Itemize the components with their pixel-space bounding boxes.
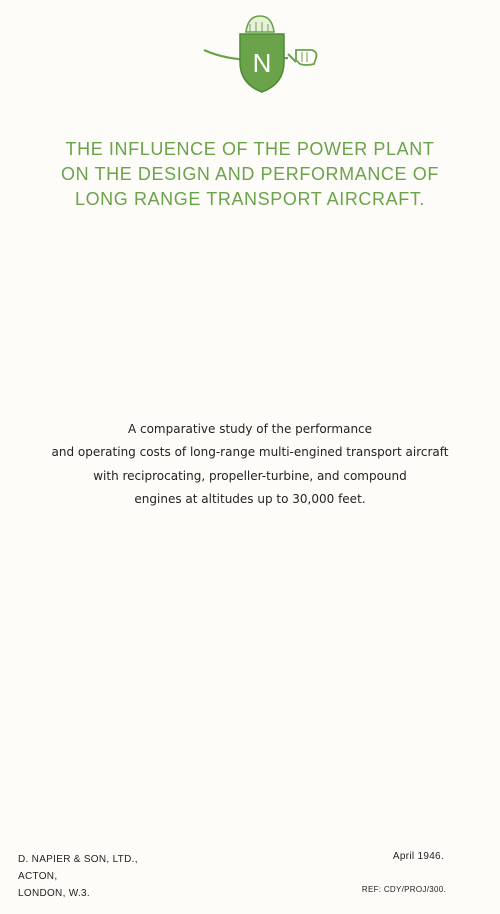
- title-line-2: ON THE DESIGN AND PERFORMANCE OF: [61, 164, 439, 185]
- publisher-line-3: LONDON, W.3.: [18, 888, 90, 899]
- title-line-1: THE INFLUENCE OF THE POWER PLANT: [65, 139, 435, 159]
- document-title: [0, 137, 500, 213]
- abstract-line-1: A comparative study of the performance: [127, 422, 373, 436]
- reference-number: REF: CDY/PROJ/300.: [361, 885, 446, 894]
- publication-date: April 1946.: [392, 851, 444, 862]
- publisher-address: [18, 851, 138, 902]
- napier-logo: [196, 10, 326, 95]
- title-line-3: LONG RANGE TRANSPORT AIRCRAFT.: [74, 189, 426, 210]
- publisher-line-1: D. NAPIER & SON, LTD.,: [18, 854, 138, 865]
- napier-shield-logo-icon: [196, 10, 326, 95]
- logo-letter: N: [252, 48, 272, 78]
- abstract-text: [0, 418, 500, 512]
- abstract-line-4: engines at altitudes up to 30,000 feet.: [134, 492, 366, 507]
- publisher-line-2: ACTON,: [18, 871, 58, 882]
- abstract-line-3: with reciprocating, propeller-turbine, and compound: [93, 468, 407, 483]
- abstract-line-2: and operating costs of long-range multi-engined transport aircraft: [51, 445, 449, 460]
